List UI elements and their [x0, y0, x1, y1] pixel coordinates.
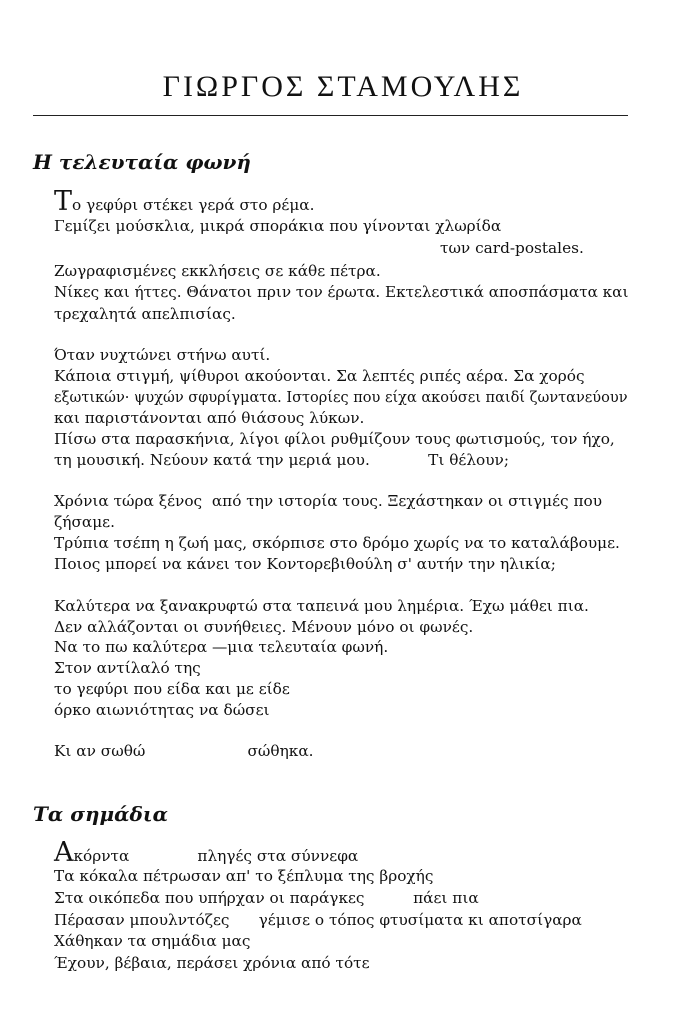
poem-2-first-line [54, 837, 359, 868]
poem-1-line: Ποιος μπορεί να κάνει τον Κοντορεβιθούλη σ' αυτήν την ηλικία; [54, 555, 556, 573]
poem-1-line: Χρόνια τώρα ξένος από την ιστορία τους. Ξεχάστηκαν οι στιγμές που [54, 492, 603, 510]
poem-1-line: τρεχαλητά απελπισίας. [54, 305, 236, 323]
poem-1-line: Νίκες και ήττες. Θάνατοι πριν τον έρωτα. Εκτελεστικά αποσπάσματα και [54, 283, 629, 301]
poem-1-line: εξωτικών· ψυχών σφυρίγματα. Ιστορίες που είχα ακούσει παιδί ζωντανεύουν [54, 388, 628, 406]
poem-2-line: Πέρασαν μπουλντόζες γέμισε ο τόπος φτυσίματα κι αποτσίγαρα [54, 911, 582, 929]
poem-1-line: Τρύπια τσέπη η ζωή μας, σκόρπισε στο δρόμο χωρίς να το καταλάβουμε. [54, 534, 620, 552]
first-line-text: κόρντα πληγές στα σύννεφα [73, 847, 359, 865]
poem-1-line: Δεν αλλάζονται οι συνήθειες. Μένουν μόνο οι φωνές. [54, 618, 474, 636]
poem-1-line: το γεφύρι που είδα και με είδε [54, 680, 290, 698]
drop-initial: Τ [54, 186, 73, 217]
first-line-text: ο γεφύρι στέκει γερά στο ρέμα. [72, 196, 315, 214]
poem-1-first-line [54, 186, 315, 217]
poem-1-line: Ζωγραφισμένες εκκλήσεις σε κάθε πέτρα. [54, 262, 381, 280]
poem-1-line: Στον αντίλαλό της [54, 659, 201, 677]
poem-2-line: Τα κόκαλα πέτρωσαν απ' το ξέπλυμα της βροχής [54, 867, 434, 885]
poem-1-line: των card-postales. [440, 239, 584, 257]
header-rule [33, 115, 628, 116]
poem-title-2: Τα σημάδια [33, 802, 168, 826]
author-heading: ΓΙΩΡΓΟΣ ΣΤΑΜΟΥΛΗΣ [162, 70, 524, 103]
poem-title-1: Η τελευταία φωνή [33, 150, 251, 174]
poem-2-line: Χάθηκαν τα σημάδια μας [54, 932, 251, 950]
poem-1-line: Πίσω στα παρασκήνια, λίγοι φίλοι ρυθμίζουν τους φωτισμούς, τον ήχο, [54, 430, 615, 448]
poem-1-line: Κάποια στιγμή, ψίθυροι ακούονται. Σα λεπτές ριπές αέρα. Σα χορός [54, 367, 585, 385]
poem-1-line: Γεμίζει μούσκλια, μικρά σποράκια που γίνονται χλωρίδα [54, 217, 502, 235]
poem-1-line: όρκο αιωνιότητας να δώσει [54, 701, 270, 719]
drop-initial: Α [54, 837, 74, 868]
poem-2-line: Στα οικόπεδα που υπήρχαν οι παράγκες πάει πια [54, 889, 479, 907]
poem-1-line: Καλύτερα να ξανακρυφτώ στα ταπεινά μου λημέρια. Έχω μάθει πια. [54, 597, 589, 615]
poem-1-line: Να το πω καλύτερα —μια τελευταία φωνή. [54, 638, 389, 656]
poem-1-line: ζήσαμε. [54, 513, 115, 531]
poem-1-line: και παριστάνονται από θιάσους λύκων. [54, 409, 365, 427]
poem-1-line: Όταν νυχτώνει στήνω αυτί. [54, 346, 271, 364]
poem-1-line: Κι αν σωθώ σώθηκα. [54, 742, 314, 760]
poem-1-line: τη μουσική. Νεύουν κατά την μεριά μου. Τι θέλουν; [54, 451, 510, 469]
poem-2-line: Έχουν, βέβαια, περάσει χρόνια από τότε [54, 954, 370, 972]
